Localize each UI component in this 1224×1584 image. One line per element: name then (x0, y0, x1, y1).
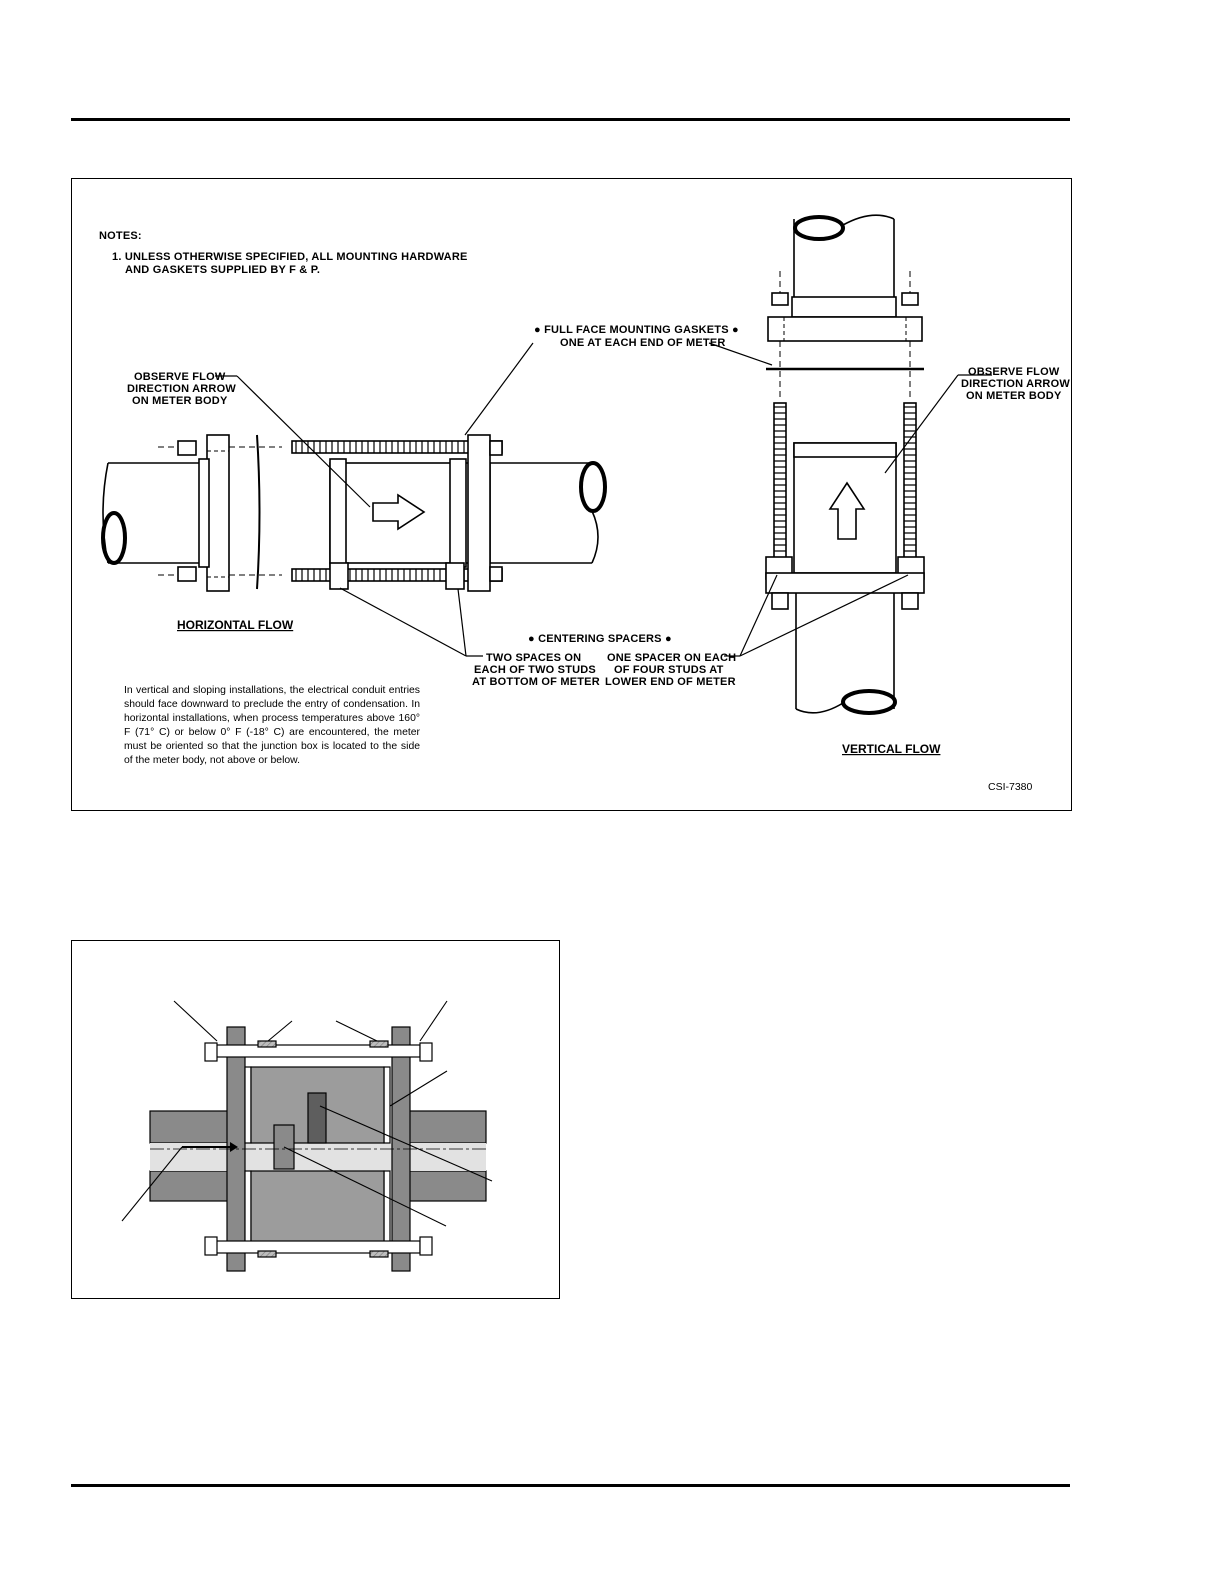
vertical-flow-label: VERTICAL FLOW (842, 742, 941, 756)
horizontal-flow-label: HORIZONTAL FLOW (177, 618, 294, 632)
spacers-right-line3: LOWER END OF METER (605, 676, 736, 688)
vertical-assembly (766, 215, 924, 713)
horizontal-assembly (103, 435, 605, 591)
installation-figure (71, 178, 1072, 811)
cross-section-figure (71, 940, 560, 1299)
header-rule (71, 118, 1070, 121)
spacers-right-line1: ONE SPACER ON EACH (607, 652, 737, 664)
observe-left-line3: ON METER BODY (132, 395, 228, 407)
observe-left-line2: DIRECTION ARROW (127, 383, 236, 395)
spacers-left-line2: EACH OF TWO STUDS (474, 664, 596, 676)
observe-left-line1: OBSERVE FLOW (134, 371, 226, 383)
observe-right-line2: DIRECTION ARROW (961, 378, 1070, 390)
figure-id: CSI-7380 (988, 781, 1033, 793)
gaskets-subtitle: ONE AT EACH END OF METER (560, 337, 726, 349)
cross-section-drawing (72, 941, 559, 1298)
observe-right-line1: OBSERVE FLOW (968, 366, 1060, 378)
spacers-left-line3: AT BOTTOM OF METER (472, 676, 600, 688)
spacers-title: ● CENTERING SPACERS ● (528, 633, 672, 645)
installation-note: In vertical and sloping installations, the electrical conduit entries should face downward to preclude the entry of condensation. In horizontal installations, when process temperatures above 160° F (71° C) or below 0° F (-18° C) are encountered, the meter must be oriented so that the junction box is located to the side of the meter body, not above or below. (124, 685, 420, 766)
note-1-line2: AND GASKETS SUPPLIED BY F & P. (125, 264, 321, 276)
note-1-line1: 1. UNLESS OTHERWISE SPECIFIED, ALL MOUNTING HARDWARE (112, 251, 468, 263)
gaskets-title: ● FULL FACE MOUNTING GASKETS ● (534, 324, 739, 336)
footer-rule (71, 1484, 1070, 1487)
spacers-left-line1: TWO SPACES ON (486, 652, 582, 664)
notes-heading: NOTES: (99, 230, 142, 242)
observe-right-line3: ON METER BODY (966, 390, 1062, 402)
spacers-right-line2: OF FOUR STUDS AT (614, 664, 724, 676)
